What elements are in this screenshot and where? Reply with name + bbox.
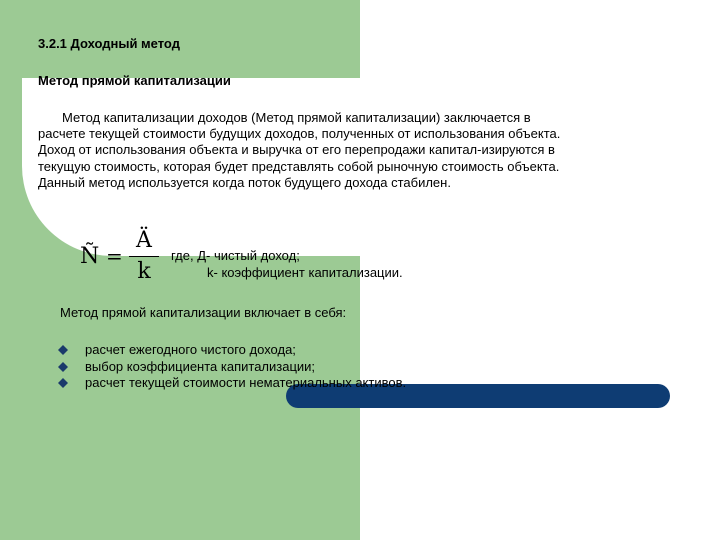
formula-equals: = (106, 244, 123, 268)
paragraph-line: расчете текущей стоимости будущих доходов, полученных от использования объекта. (38, 126, 561, 142)
paragraph-line: Метод капитализации доходов (Метод прямой капитализации) заключается в (62, 110, 531, 125)
capitalization-formula (78, 228, 158, 284)
list-item-label: выбор коэффициента капитализации; (85, 358, 316, 374)
diamond-bullet-icon (58, 378, 68, 388)
list-item-label: расчет текущей стоимости нематериальных активов. (85, 375, 407, 390)
includes-intro: Метод прямой капитализации включает в себя: (60, 305, 347, 320)
method-heading: Метод прямой капитализации (38, 73, 231, 88)
formula-denominator: k (137, 259, 151, 284)
section-heading: 3.2.1 Доходный метод (38, 36, 180, 51)
paragraph-line: Доход от использования объекта и выручка от его перепродажи капитал-изируются в (38, 142, 555, 158)
paragraph-line: текущую стоимость, которая будет представлять собой рыночную стоимость объекта. (38, 158, 560, 174)
diamond-bullet-icon (58, 345, 68, 355)
formula-lhs: Ñ (80, 244, 100, 269)
formula-legend-where: где, Д- чистый доход; (171, 248, 300, 263)
list-item-label: расчет ежегодного чистого дохода; (85, 342, 296, 357)
fraction-line (129, 256, 159, 257)
formula-numerator: Ä (136, 228, 152, 253)
diamond-bullet-icon (58, 362, 68, 372)
body-paragraph (38, 110, 688, 191)
formula-legend-k: k- коэффициент капитализации. (207, 265, 403, 280)
paragraph-line: Данный метод используется когда поток будущего дохода стабилен. (38, 174, 451, 190)
